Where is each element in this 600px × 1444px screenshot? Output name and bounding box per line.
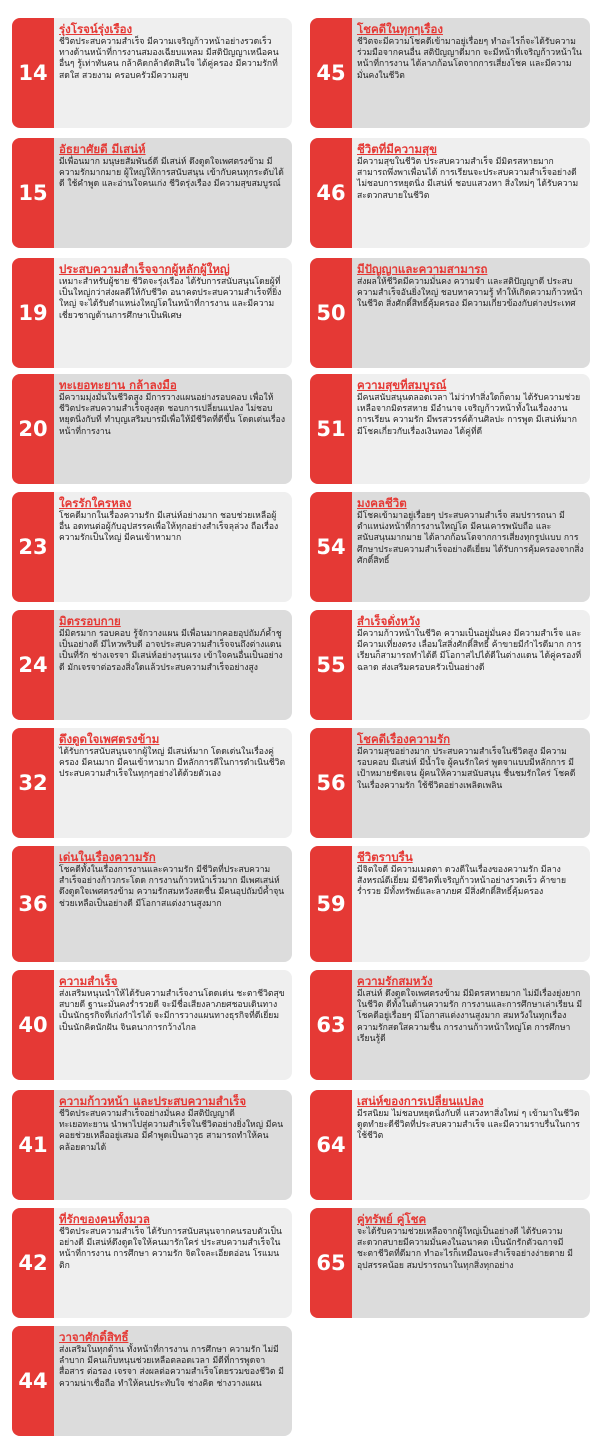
card-number: 14 (12, 18, 54, 128)
card-title: มิตรรอบกาย (59, 614, 121, 628)
card-number: 41 (12, 1090, 54, 1200)
card-24 (12, 610, 292, 720)
card-number: 24 (12, 610, 54, 720)
card-number: 65 (310, 1208, 352, 1318)
card-description: ชีวิตประสบความสำเร็จ มีความเจริญก้าวหน้าอย่างรวดเร็วทางด้านหน้าที่การงานสมองเฉียบแหลม มีสติปัญญาเหนือคนอื่นๆ รู้เท่าทันคน กล้าคิดกล้าตัดสินใจ ได้คู่ครอง มีความรักที่สดใส สวยงาม ครอบครัวมีความสุข (59, 37, 279, 81)
card-description: มีความสุขอย่างมาก ประสบความสำเร็จในชีวิตสูง มีความรอบคอบ มีเสน่ห์ มีน้ำใจ ผู้คนรักใคร่ พูดจาแบบมีหลักการ มีเป้าหมายชัดเจน ผู้คนให้ความสนับสนุน ชื่นชมรักใคร่ โชคดีในเรื่องความรัก ใช้ชีวิตอย่างเพลิดเพลิน (357, 747, 576, 791)
card-description: มีเพื่อนมาก มนุษยสัมพันธ์ดี มีเสน่ห์ ดึงดูดใจเพศตรงข้าม มีความรักมากมาย ผู้ใหญ่ให้การสนับสนุน เข้ากับคนทุกระดับได้ดี ใช้คำพูด และอ่านใจคนเก่ง ชีวิตรุ่งเรือง มีความสุขสมบูรณ์ (59, 157, 284, 190)
card-title: ที่รักของคนทั้งมวล (59, 1212, 150, 1226)
card-description: เหมาะสำหรับผู้ชาย ชีวิตจะรุ่งเรือง ได้รับการสนับสนุนโดยผู้ที่เป็นใหญ่กว่าส่งผลดีให้กับชีวิต อนาคตประสบความสำเร็จที่ยิ่งใหญ่ จะได้รับตำแหน่งใหญ่โตในหน้าที่การงาน และมีความเชี่ยวชาญด้านการศึกษาเป็นพิเศษ (59, 277, 282, 321)
card-description: มีมิตรมาก รอบคอบ รู้จักวางแผน มีเพื่อนมากคอยอุปถัมภ์ค้ำชูเป็นอย่างดี มีไหวพริบดี อาจประสบความสำเร็จจนถึงต่างแดน เป็นที่รัก ช่างเจรจา มีเสน่ห์อย่างรุนแรง เข้าใจคนอื่นเป็นอย่างดี มักเจรจาต่อรองสิ่งใดแล้วประสบความสำเร็จอย่างสูง (59, 629, 283, 673)
card-description: โชคดีมากในเรื่องความรัก มีเสน่ห์อย่างมาก ชอบช่วยเหลือผู้อื่น อดทนต่อผู้กับอุปสรรคเพื่อให้ทุกอย่างสำเร็จลุล่วง ถือเรื่องความรักเป็นใหญ่ มีคนเข้าหามาก (59, 511, 279, 544)
card-number: 32 (12, 728, 54, 838)
card-description: ส่งเสริมหนุนนำให้ได้รับความสำเร็จงานโดดเด่น ชะตาชีวิตสุขสบายดี ฐานะมั่นคงร่ำรวยดี จะมีชื่อเสียงลาภยศชอบเดินทาง เป็นนักธุรกิจที่เก่งกำไรได้ จะมีการวางแผนทางธุรกิจที่ดีเยี่ยม เป็นนักคิดนักฝัน จินตนาการกว้างไกล (59, 989, 285, 1033)
card-59 (310, 846, 590, 962)
card-55 (310, 610, 590, 720)
card-number: 20 (12, 374, 54, 484)
card-32 (12, 728, 292, 838)
card-number: 59 (310, 846, 352, 962)
card-36 (12, 846, 292, 962)
card-46 (310, 138, 590, 248)
card-title: ดึงดูดใจเพศตรงข้าม (59, 732, 160, 746)
card-description: ส่งเสริมในทุกด้าน ทั้งหน้าที่การงาน การศึกษา ความรัก ไม่มีลำบาก มีคนเก็บหนุนช่วยเหลือตลอดเวลา มีดีที่การพูดจา สื่อสาร ต่อรอง เจรจา ส่งผลต่อความสำเร็จโดยรวมของชีวิต มีความน่าเชื่อถือ ทำให้คนประทับใจ ช่างคิด ช่างวางแผน (59, 1345, 284, 1389)
card-title: ความก้าวหน้า และประสบความสำเร็จ (59, 1094, 247, 1108)
card-number: 54 (310, 492, 352, 602)
card-description: โชคดีทั้งในเรื่องการงานและความรัก มีชีวิตที่ประสบความสำเร็จอย่างก้าวกระโดด การงานก้าวหน้าเร็วมาก มีเพศเสน่ห์ดึงดูดใจเพศตรงข้าม ความรักสมหวังสดชื่น มีคนอุปถัมป์ค้ำจุน ช่วยเหลือเป็นอย่างดี มีโอกาสแต่งงานสูงมาก (59, 865, 285, 909)
card-description: มีความก้าวหน้าในชีวิต ความเป็นอยู่มั่นคง มีความสำเร็จ และมีความเที่ยงตรง เลื่อมใสสิ่งศักดิ์สิทธิ์ ค้าขายมีกำไรดีมาก การเรียนก็สามารถทำได้ดี มีโอกาสไปได้ดีในต่างแดน ได้คู่ครองที่ฉลาด ส่งเสริมครอบครัวเป็นอย่างดี (357, 629, 582, 673)
card-number: 50 (310, 258, 352, 368)
card-description: ส่งผลให้ชีวิตมีความมั่นคง ความจำ และสติปัญญาดี ประสบความสำเร็จอันยิ่งใหญ่ ชอบหาความรู้ ทำให้เกิดความก้าวหน้าในชีวิต สิ่งศักดิ์สิทธิ์คุ้มครอง มีความเกี่ยวข้องกับต่างประเทศ (357, 277, 583, 310)
card-51 (310, 374, 590, 484)
card-description: มีคนสนับสนุนตลอดเวลา ไม่ว่าทำสิ่งใดก็ตาม ได้รับความช่วยเหลือจากมิตรสหาย มีอำนาจ เจริญก้าวหน้าทั้งในเรื่องงาน การเรียน ความรัก มีพรสวรรค์ด้านศิลปะ การพูด มีเสน่ห์มาก มีโชคเกี่ยวกับเรื่องเงินทอง ได้คู่ที่ดี (357, 393, 581, 437)
card-title: โชคดีในทุกๆเรื่อง (357, 22, 443, 36)
card-title: ประสบความสำเร็จจากผู้หลักผู้ใหญ่ (59, 262, 230, 276)
card-description: ได้รับการสนับสนุนจากผู้ใหญ่ มีเสน่ห์มาก โดดเด่นในเรื่องคู่ครอง มีคนมาก มีคนเข้าหามาก มีหลักการดีในการดำเนินชีวิต ประสบความสำเร็จในทุกๆอย่างได้ด้วยตัวเอง (59, 747, 286, 780)
card-description: มีจิตใจดี มีความเมตตา ดวงดีในเรื่องของความรัก มีลางสังหรณ์ดีเยี่ยม มีชีวิตที่เจริญก้าวหน้าอย่างรวดเร็ว ค้าขายร่ำรวย มีทั้งทรัพย์และลาภยศ มีสิ่งศักดิ์สิทธิ์คุ้มครอง (357, 865, 567, 898)
card-number: 51 (310, 374, 352, 484)
card-number: 56 (310, 728, 352, 838)
card-description: ชีวิตประสบความสำเร็จ ได้รับการสนับสนุนจากคนรอบตัวเป็นอย่างดี มีเสน่ห์ดึงดูดใจให้คนมารักใคร่ ประสบความสำเร็จในหน้าที่การงาน การศึกษา ความรัก จิตใจละเอียดอ่อน โรแมนติก (59, 1227, 282, 1271)
card-title: โชคดีเรื่องความรัก (357, 732, 451, 746)
card-number: 42 (12, 1208, 54, 1318)
card-20 (12, 374, 292, 484)
card-54 (310, 492, 590, 602)
card-title: ความรักสมหวัง (357, 974, 433, 988)
card-63 (310, 970, 590, 1080)
card-41 (12, 1090, 292, 1200)
card-19 (12, 258, 292, 368)
card-description: มีเสน่ห์ ดึงดูดใจเพศตรงข้าม มีมิตรสหายมาก ไม่มีเรื่องยุ่งยากในชีวิต ดีทั้งในด้านความรัก การงานและการศึกษาเล่าเรียน มีโชคดีอยู่เรื่อยๆ มีโอกาสแต่งงานสูงมาก สมหวังในทุกเรื่อง ความรักสดใสความชื่น การงานก้าวหน้าใหญ่โต การศึกษาเรียนรู้ดี (357, 989, 583, 1044)
card-44 (12, 1326, 292, 1436)
card-45 (310, 18, 590, 128)
card-title: สำเร็จดั่งหวัง (357, 614, 421, 628)
card-64 (310, 1090, 590, 1200)
card-23 (12, 492, 292, 602)
card-number: 63 (310, 970, 352, 1080)
card-title: รุ่งโรจน์รุ่งเรือง (59, 22, 133, 36)
card-description: มีความมุ่งมั่นในชีวิตสูง มีการวางแผนอย่างรอบคอบ เพื่อให้ชีวิตประสบความสำเร็จสูงสุด ชอบการเปลี่ยนแปลง ไม่ชอบหยุดนิ่งกับที่ ทำบุญเสริมบารมีเพื่อให้มีชีวิตที่ดีขึ้น โดดเด่นเรื่องหน้าที่การงาน (59, 393, 286, 437)
card-56 (310, 728, 590, 838)
card-title: ทะเยอทะยาน กล้าลงมือ (59, 378, 177, 392)
card-number: 45 (310, 18, 352, 128)
card-number: 55 (310, 610, 352, 720)
card-title: มีปัญญาและความสามารถ (357, 262, 488, 276)
card-title: ชีวิตที่มีความสุข (357, 142, 437, 156)
card-title: ใครรักใครหลง (59, 496, 132, 510)
card-title: อัธยาศัยดี มีเสน่ห์ (59, 142, 146, 156)
card-14 (12, 18, 292, 128)
card-description: มีความสุขในชีวิต ประสบความสำเร็จ มีมิตรสหายมาก สามารถพึ่งพาเพื่อนได้ การเรียนจะประสบความสำเร็จอย่างดี ไม่ชอบการหยุดนิ่ง มีเสน่ห์ ชอบแสวงหา สิ่งใหม่ๆ ได้รับความสะดวกสบายในชีวิต (357, 157, 579, 201)
card-title: คู่ทรัพย์ คู่โชค (357, 1212, 427, 1226)
card-number: 23 (12, 492, 54, 602)
card-title: ความสำเร็จ (59, 974, 118, 988)
card-title: ชีวิตราบรื่น (357, 850, 413, 864)
card-65 (310, 1208, 590, 1318)
card-number: 19 (12, 258, 54, 368)
card-42 (12, 1208, 292, 1318)
card-title: เด่นในเรื่องความรัก (59, 850, 156, 864)
card-number: 44 (12, 1326, 54, 1436)
card-title: วาจาศักดิ์สิทธิ์ (59, 1330, 129, 1344)
card-number: 15 (12, 138, 54, 248)
card-number: 40 (12, 970, 54, 1080)
card-15 (12, 138, 292, 248)
card-40 (12, 970, 292, 1080)
card-title: ความสุขที่สมบูรณ์ (357, 378, 447, 392)
card-description: ชีวิตประสบความสำเร็จอย่างมั่นคง มีสติปัญญาดี ทะเยอทะยาน นำพาไปสู่ความสำเร็จในชีวิตอย่างยิ่งใหญ่ มีคนคอยช่วยเหลืออยู่เสมอ มีคำพูดเป็นอาวุธ สามารถทำให้คนคล้อยตามได้ (59, 1109, 284, 1153)
card-title: เสน่ห์ของการเปลี่ยนแปลง (357, 1094, 484, 1108)
card-50 (310, 258, 590, 368)
card-number: 46 (310, 138, 352, 248)
card-description: มีโชคเข้ามาอยู่เรื่อยๆ ประสบความสำเร็จ สมปรารถนา มีตำแหน่งหน้าที่การงานใหญ่โต มีคนเคารพนับถือ และสนับสนุนมากมาย ได้ลาภก้อนโตจากการเสี่ยงทุกรูปแบบ การศึกษาประสบความสำเร็จอย่างดีเยี่ยม ได้รับการคุ้มครองจากสิ่งศักดิ์สิทธิ์ (357, 511, 584, 566)
card-description: มีรสนิยม ไม่ชอบหยุดนิ่งกับที่ แสวงหาสิ่งใหม่ ๆ เข้ามาในชีวิต ดูดทำยะดีชีวิตที่ประสบความสำเร็จ และมีความราบรื่นในการใช้ชีวิต (357, 1109, 580, 1142)
card-number: 64 (310, 1090, 352, 1200)
card-description: จะได้รับความช่วยเหลือจากผู้ใหญ่เป็นอย่างดี ได้รับความสะดวกสบายมีความมั่นคงในอนาคต เป็นนักรักตัวฉกาจมีชะตาชีวิตที่ดีมาก ทำอะไรก็เหมือนจะสำเร็จอย่างง่ายดาย มีอุปสรรคน้อย สมปรารถนาในทุกสิ่งทุกอย่าง (357, 1227, 573, 1271)
card-number: 36 (12, 846, 54, 962)
card-description: ชีวิตจะมีความโชคดีเข้ามาอยู่เรื่อยๆ ทำอะไรก็จะได้รับความร่วมมือจากคนอื่น สติปัญญาดีมาก จะมีหน้าที่เจริญก้าวหน้าในหน้าที่การงาน ได้ลาภก้อนโตจากการเสี่ยงโชค และมีความมั่นคงในชีวิต (357, 37, 582, 81)
card-title: มงคลชีวิต (357, 496, 407, 510)
